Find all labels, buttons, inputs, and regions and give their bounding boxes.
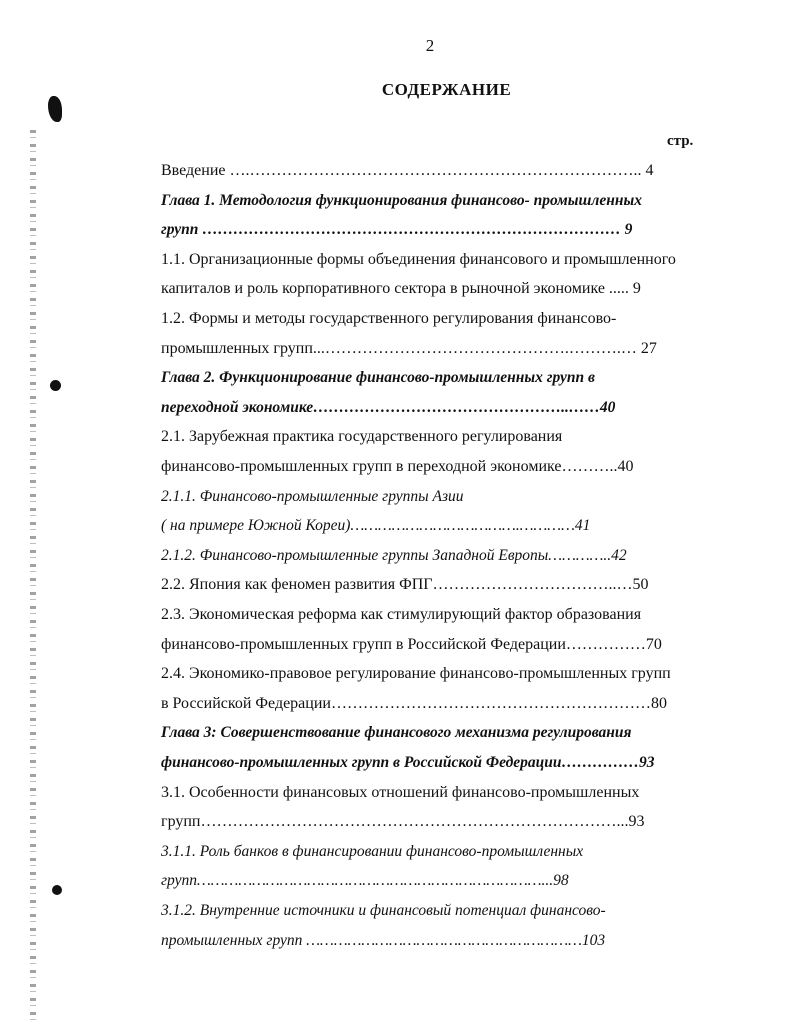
toc-chapter-line: групп ……………………………………………………………………… 9 (161, 221, 633, 239)
toc-line: капиталов и роль корпоративного сектора в рыночной экономике ..... 9 (161, 280, 641, 298)
toc-line: промышленных групп...……………………………………….……….… 27 (161, 339, 657, 357)
toc-subsection-line: ( на примере Южной Кореи)……………………………….…………41 (161, 517, 591, 535)
toc-chapter-line: Глава 2. Функционирование финансово-промышленных групп в (161, 369, 595, 387)
page-title: СОДЕРЖАНИЕ (381, 80, 512, 99)
scan-mark (52, 885, 62, 895)
toc-chapter-line: переходной экономике…………………………………………..……40 (161, 398, 616, 416)
toc-subsection-line: групп…………………………………………………………………...98 (161, 872, 569, 890)
toc-line: 2.4. Экономико-правовое регулирование финансово-промышленных групп (161, 665, 671, 683)
page-column-label: стр. (667, 133, 694, 149)
scan-mark (50, 380, 61, 391)
toc-line: финансово-промышленных групп в переходной экономике………..40 (161, 458, 634, 475)
toc-line: финансово-промышленных групп в Российской Федерации……………70 (161, 635, 662, 653)
toc-chapter-line: Глава 3: Совершенствование финансового механизма регулирования (161, 724, 632, 742)
toc-chapter-line: Глава 1. Методология функционирования финансово- промышленных (161, 191, 642, 209)
toc-subsection-line: 2.1.2. Финансово-промышленные группы Западной Европы…………..42 (161, 546, 627, 564)
scan-edge-artifact (30, 130, 36, 1020)
toc-subsection-line: 2.1.1. Финансово-промышленные группы Азии (161, 487, 464, 505)
toc-subsection-line: 3.1.1. Роль банков в финансировании финансово-промышленных (161, 842, 584, 860)
page-number: 2 (425, 36, 435, 55)
toc-line: групп……………………………………………………………………...93 (161, 813, 645, 831)
toc-line: Введение ….……………………………………………………………….. 4 (161, 162, 654, 179)
toc-line: 1.1. Организационные формы объединения финансового и промышленного (161, 250, 676, 268)
toc-line: 1.2. Формы и методы государственного регулирования финансово- (161, 310, 617, 327)
toc-line: в Российской Федерации……………………………………………………80 (161, 694, 667, 712)
toc-chapter-line: финансово-промышленных групп в Российской Федерации……………93 (161, 754, 655, 771)
toc-line: 2.3. Экономическая реформа как стимулирующий фактор образования (161, 606, 642, 623)
toc-subsection-line: промышленных групп ……………………………………………………103 (161, 931, 606, 949)
toc-line: 3.1. Особенности финансовых отношений финансово-промышленных (161, 783, 640, 801)
toc-subsection-line: 3.1.2. Внутренние источники и финансовый потенциал финансово- (161, 902, 606, 919)
toc-line: 2.2. Япония как феномен развития ФПГ……………………………..…50 (161, 576, 649, 594)
toc-line: 2.1. Зарубежная практика государственного регулирования (161, 428, 563, 446)
